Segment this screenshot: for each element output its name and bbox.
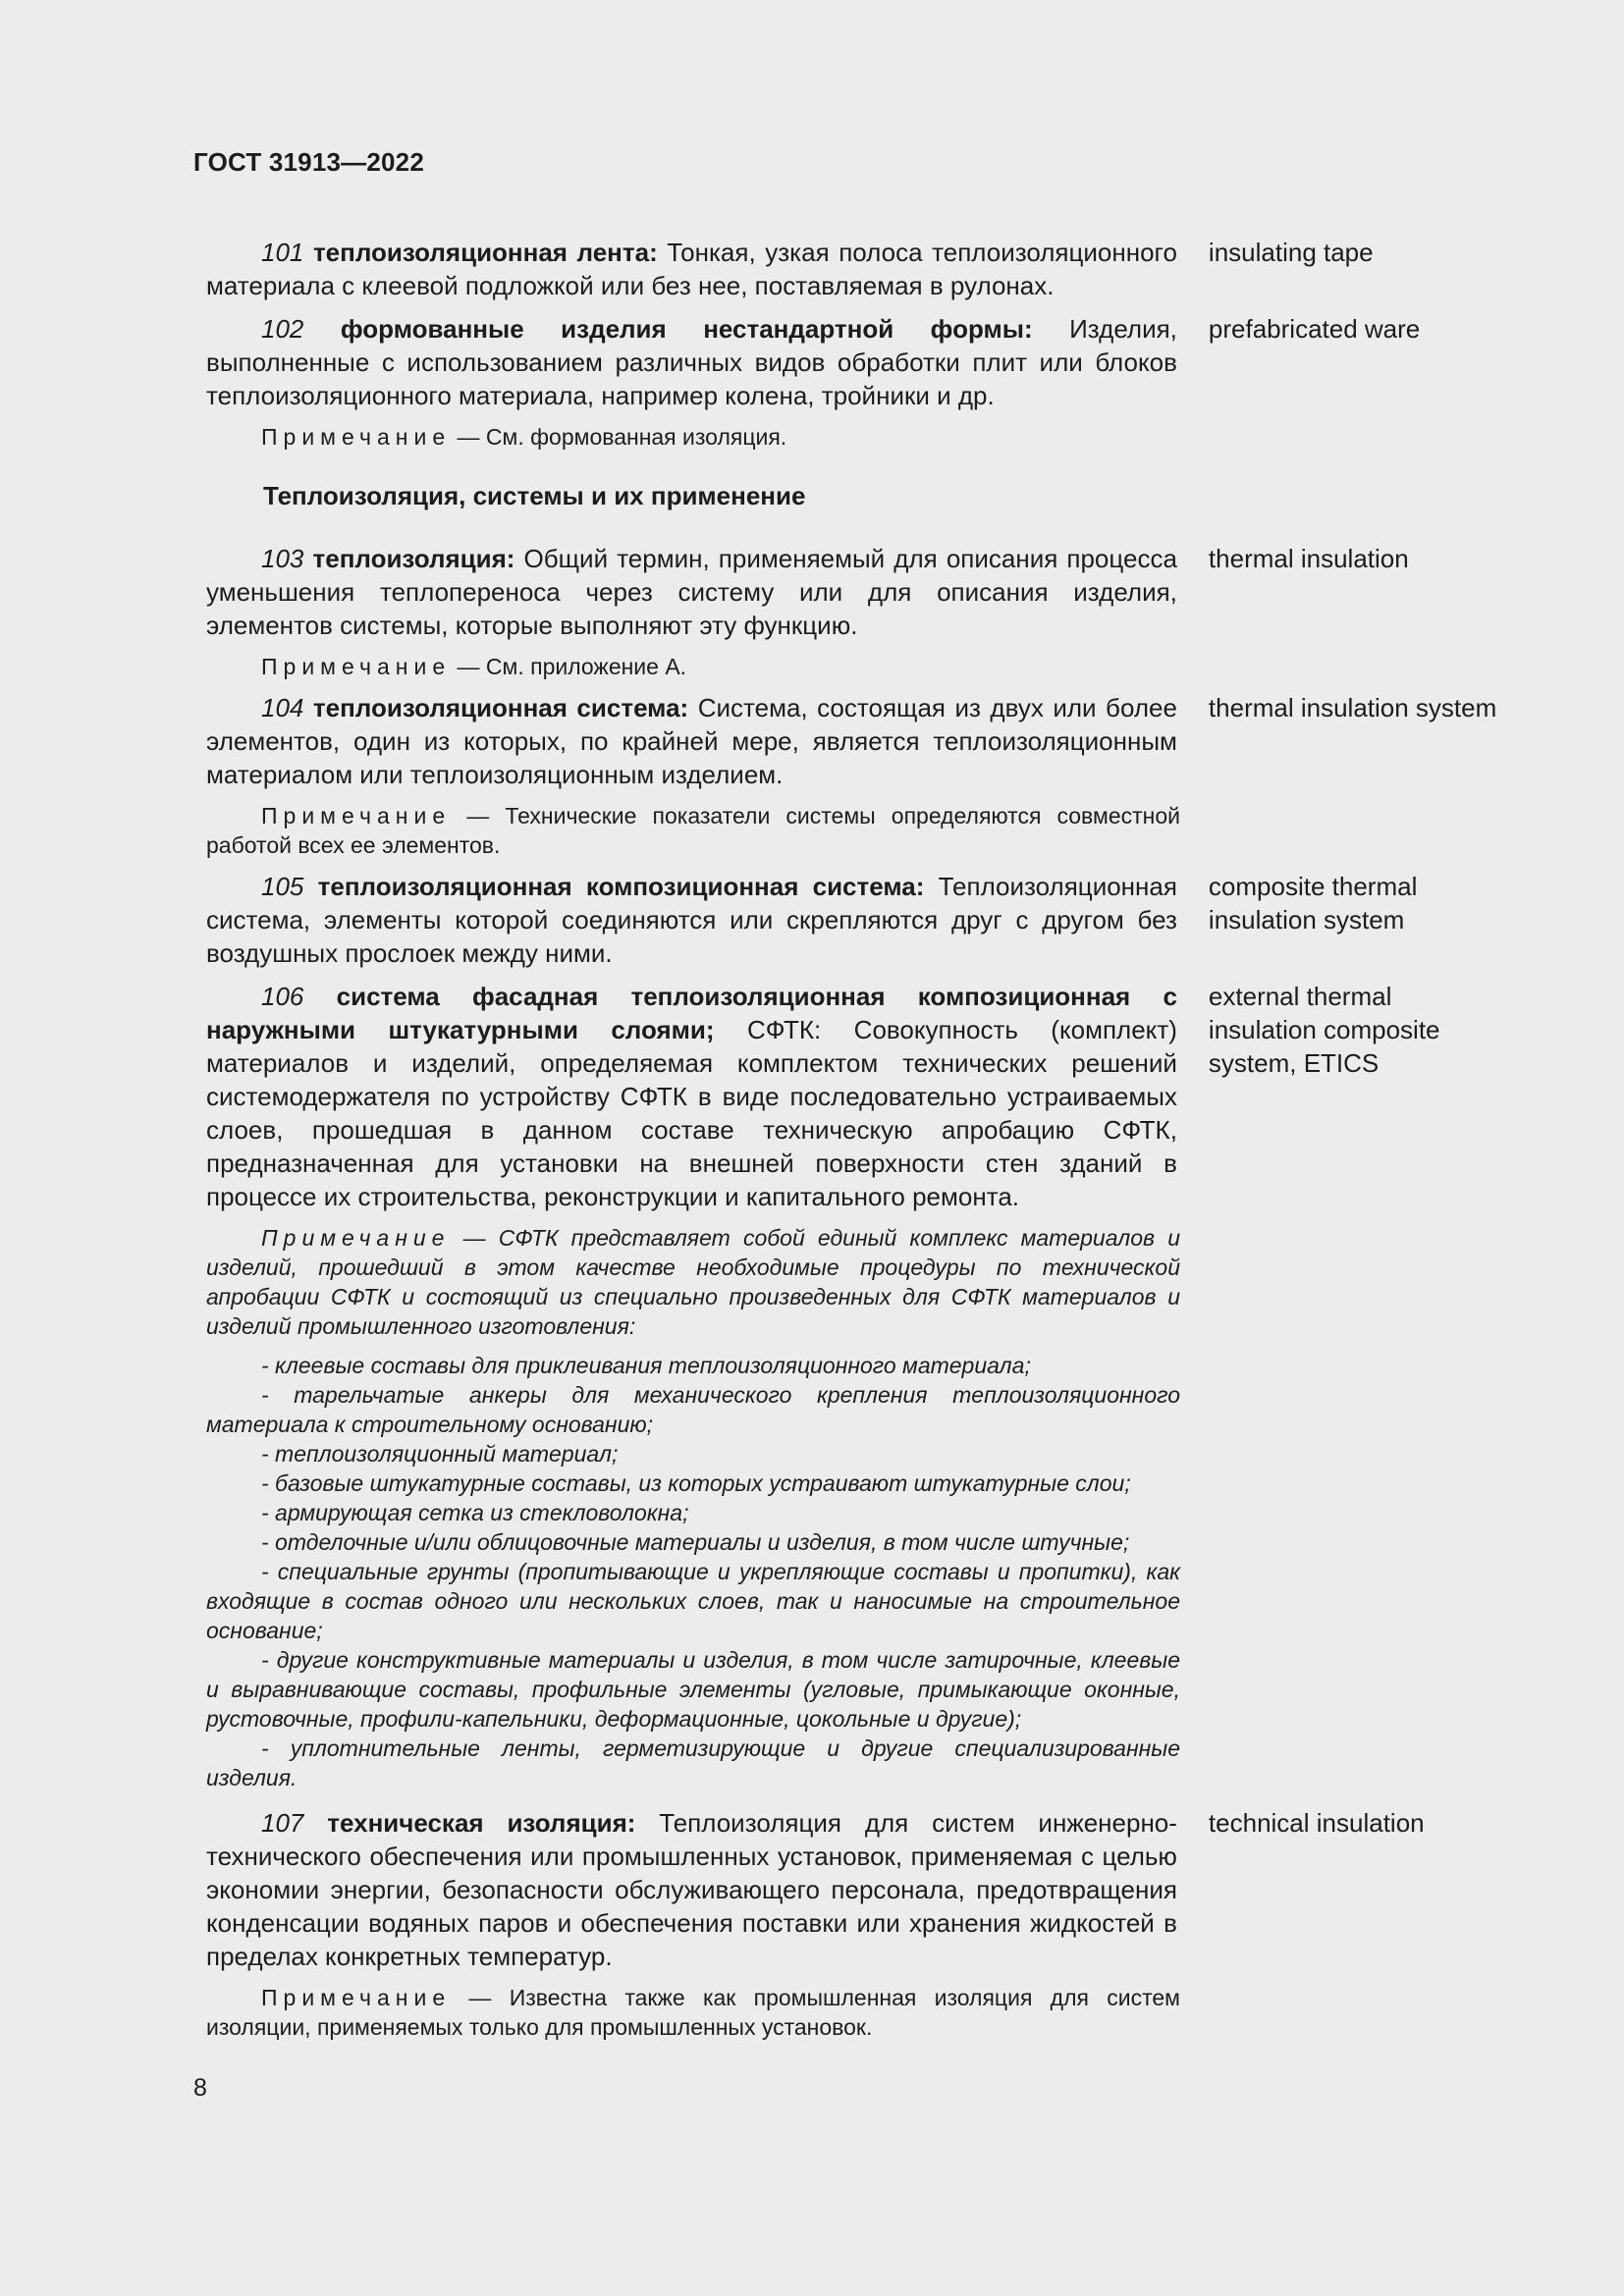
- note-list-item: - уплотнительные ленты, герметизирующие и другие специализированные изделия.: [206, 1735, 1180, 1790]
- term-entry-104: [206, 691, 1502, 791]
- english-equivalent: thermal insulation: [1208, 544, 1409, 573]
- term-text: Теплоизоляция для систем инженерно-технического обеспечения или промышленных установок, применяемая с целью экономии энергии, безопасности обслуживающего персонала, предотвращения конденсации водяных паров и обеспечения поставки или хранения жидкостей в пределах конкретных температур.: [206, 1808, 1177, 1971]
- term-number: 105: [261, 872, 304, 901]
- note-text: — См. приложение А.: [451, 654, 687, 679]
- term-text: Изделия, выполненные с использованием различных видов обработки плит или блоков теплоизоляционного материала, например колена, тройники и др.: [206, 314, 1177, 410]
- term-definition: [206, 542, 1177, 642]
- note-label: Примечание: [261, 424, 452, 450]
- note-label: Примечание: [261, 1985, 452, 2010]
- english-equivalent: external thermal insulation composite system, ETICS: [1208, 982, 1440, 1078]
- term-number: 104: [261, 693, 304, 722]
- term-text: Теплоизоляционная система, элементы которой соединяются или скрепляются друг с другом без воздушных прослоек между ними.: [206, 872, 1177, 968]
- note-text: — Технические показатели системы определяются совместной работой всех ее элементов.: [206, 803, 1180, 858]
- term-number: 106: [261, 982, 304, 1011]
- note-list-item: - отделочные и/или облицовочные материалы и изделия, в том числе штучные;: [261, 1529, 1130, 1555]
- document-header: ГОСТ 31913—2022: [193, 147, 424, 177]
- term-definition: [206, 1806, 1177, 1973]
- term-definition: [206, 236, 1177, 302]
- term-definition: [206, 312, 1177, 412]
- note-106: [206, 1223, 1180, 1341]
- note-107: [206, 1983, 1180, 2042]
- note-label: Примечание: [261, 1225, 451, 1251]
- section-heading: Теплоизоляция, системы и их применение: [263, 481, 806, 510]
- term-title: теплоизоляционная лента:: [312, 238, 658, 267]
- note-list-item: - базовые штукатурные составы, из которых устраивают штукатурные слои;: [261, 1470, 1131, 1496]
- term-title: система фасадная теплоизоляционная композиционная с наружными штукатурными слоями;: [206, 982, 1177, 1044]
- term-number: 107: [261, 1808, 304, 1838]
- term-number: 103: [261, 544, 304, 573]
- term-title: теплоизоляционная композиционная система:: [317, 872, 925, 901]
- note-text: — См. формованная изоляция.: [451, 424, 787, 450]
- term-title: формованные изделия нестандартной формы:: [340, 314, 1033, 344]
- term-title: теплоизоляционная система:: [312, 693, 689, 722]
- note-list-item: - армирующая сетка из стекловолокна;: [261, 1500, 689, 1525]
- note-104: [206, 801, 1180, 860]
- term-definition: [206, 691, 1177, 791]
- term-definition: [206, 870, 1177, 970]
- english-equivalent: thermal insulation system: [1208, 693, 1497, 722]
- term-entry-107: [206, 1806, 1502, 1973]
- term-entry-103: [206, 542, 1502, 642]
- note-text: — СФТК представляет собой единый комплекс материалов и изделий, прошедший в этом качестве необходимые процедуры по технической апробации СФТК и состоящий из специально произведенных для СФТК материалов и изделий промышленного изготовления:: [206, 1225, 1180, 1339]
- note-label: Примечание: [261, 803, 452, 828]
- note-list-item: - тарельчатые анкеры для механического крепления теплоизоляционного материала к строительному основанию;: [206, 1382, 1180, 1437]
- term-text: СФТК: Совокупность (комплект) материалов и изделий, определяемая комплектом технических решений системодержателя по устройству СФТК в виде последовательно устраиваемых слоев, прошедшая в данном составе техническую апробацию СФТК, предназначенная для установки на внешней поверхности стен зданий в процессе их строительства, реконструкции и капитального ремонта.: [206, 1015, 1177, 1211]
- term-number: 102: [261, 314, 304, 344]
- note-label: Примечание: [261, 654, 452, 679]
- note-list-item: - клеевые составы для приклеивания теплоизоляционного материала;: [261, 1353, 1031, 1378]
- term-title: техническая изоляция:: [327, 1808, 636, 1838]
- term-title: теплоизоляция:: [312, 544, 515, 573]
- term-text: Система, состоящая из двух или более элементов, один из которых, по крайней мере, является теплоизоляционным материалом или теплоизоляционным изделием.: [206, 693, 1177, 789]
- term-definition: [206, 980, 1177, 1213]
- note-102: [206, 422, 1180, 452]
- term-number: 101: [261, 238, 304, 267]
- page-number: 8: [193, 2074, 207, 2102]
- note-text: — Известна также как промышленная изоляция для систем изоляции, применяемых только для промышленных установок.: [206, 1985, 1180, 2040]
- note-list-item: - другие конструктивные материалы и изделия, в том числе затирочные, клеевые и выравнивающие составы, профильные элементы (угловые, примыкающие оконные, рустовочные, профили-капельники, деформационные, цокольные и другие);: [206, 1647, 1180, 1732]
- english-equivalent: technical insulation: [1208, 1808, 1425, 1838]
- english-equivalent: composite thermal insulation system: [1208, 872, 1418, 934]
- english-equivalent: prefabricated ware: [1208, 314, 1421, 344]
- english-equivalent: insulating tape: [1208, 238, 1374, 267]
- note-list-item: - специальные грунты (пропитывающие и укрепляющие составы и пропитки), как входящие в состав одного или нескольких слоев, так и наносимые на строительное основание;: [206, 1559, 1180, 1643]
- term-entry-101: [206, 236, 1502, 302]
- terms-list: [206, 236, 1502, 2052]
- note-103: [206, 652, 1180, 681]
- term-text: Общий термин, применяемый для описания процесса уменьшения теплопереноса через систему или для описания изделия, элементов системы, которые выполняют эту функцию.: [206, 544, 1177, 640]
- term-text: Тонкая, узкая полоса теплоизоляционного материала с клеевой подложкой или без нее, поставляемая в рулонах.: [206, 238, 1177, 300]
- note-list-item: - теплоизоляционный материал;: [261, 1441, 619, 1467]
- term-entry-102: [206, 312, 1502, 412]
- term-entry-105: [206, 870, 1502, 970]
- term-entry-106: [206, 980, 1502, 1213]
